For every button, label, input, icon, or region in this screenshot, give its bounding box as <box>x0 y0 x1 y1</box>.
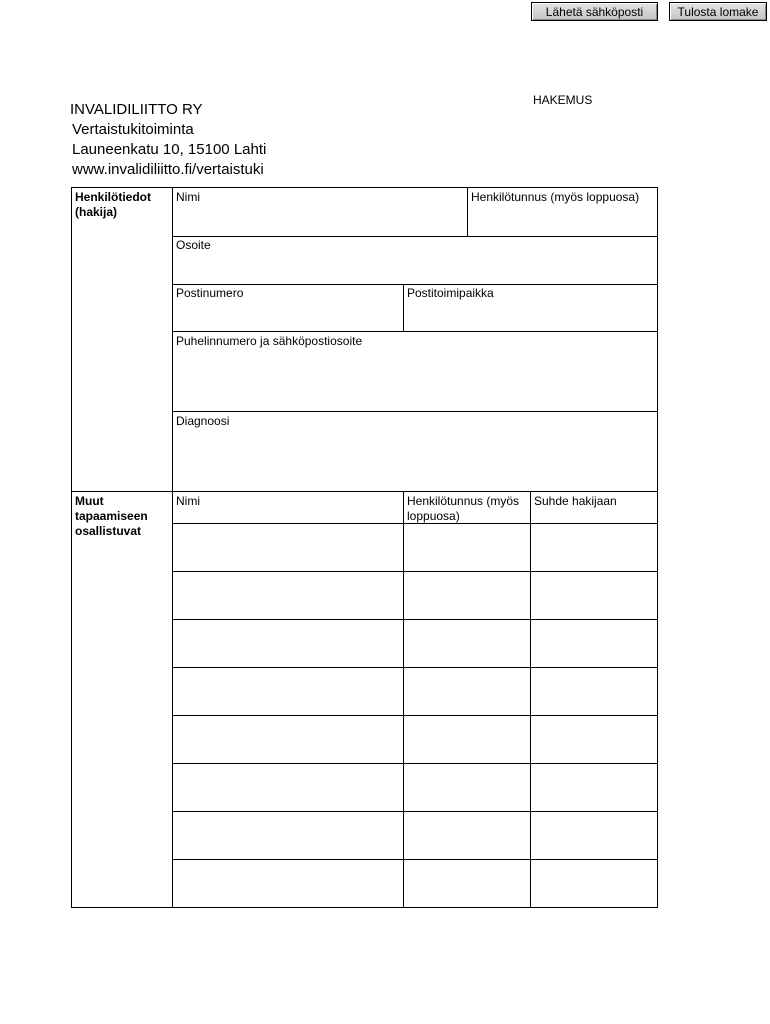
participant-ssn-field[interactable] <box>404 668 530 715</box>
participant-ssn-field[interactable] <box>404 764 530 811</box>
participant-name-field[interactable] <box>173 716 403 763</box>
participant-ssn-field[interactable] <box>404 716 530 763</box>
participant-name-field[interactable] <box>173 524 403 571</box>
participant-name-field[interactable] <box>173 620 403 667</box>
participant-ssn-field[interactable] <box>404 572 530 619</box>
participant-relation-field[interactable] <box>531 668 657 715</box>
applicant-ssn-field[interactable] <box>468 204 657 236</box>
applicant-name-field[interactable] <box>173 204 467 236</box>
participant-relation-field[interactable] <box>531 572 657 619</box>
participant-relation-field[interactable] <box>531 716 657 763</box>
postal-code-label: Postinumero <box>176 286 244 300</box>
organization-address: Launeenkatu 10, 15100 Lahti <box>72 141 267 158</box>
contact-field[interactable] <box>173 348 657 411</box>
participant-relation-field[interactable] <box>531 812 657 859</box>
participant-relation-field[interactable] <box>531 764 657 811</box>
postal-code-field[interactable] <box>173 300 403 331</box>
diagnosis-label: Diagnoosi <box>176 414 230 428</box>
participant-ssn-field[interactable] <box>404 860 530 907</box>
participant-ssn-field[interactable] <box>404 620 530 667</box>
city-field[interactable] <box>404 300 657 331</box>
document-type-label: HAKEMUS <box>533 93 593 107</box>
participant-name-field[interactable] <box>173 860 403 907</box>
address-label: Osoite <box>176 238 211 252</box>
organization-name: INVALIDILIITTO RY <box>70 101 203 118</box>
organization-website: www.invalidiliitto.fi/vertaistuki <box>72 161 264 178</box>
participant-relation-field[interactable] <box>531 524 657 571</box>
participant-ssn-field[interactable] <box>404 524 530 571</box>
participant-relation-field[interactable] <box>531 620 657 667</box>
participants-section-label: Muut tapaamiseen osallistuvat <box>75 494 148 538</box>
contact-label: Puhelinnumero ja sähköpostiosoite <box>176 334 363 348</box>
participant-name-field[interactable] <box>173 812 403 859</box>
participant-name-field[interactable] <box>173 764 403 811</box>
applicant-name-label: Nimi <box>176 190 200 204</box>
participants-col-ssn: Henkilötunnus (myös loppuosa) <box>407 494 520 523</box>
city-label: Postitoimipaikka <box>407 286 494 300</box>
participant-name-field[interactable] <box>173 668 403 715</box>
send-email-button[interactable]: Lähetä sähköposti <box>531 2 658 21</box>
organization-unit: Vertaistukitoiminta <box>72 121 194 138</box>
applicant-section-label: Henkilötiedot (hakija) <box>75 190 152 219</box>
participant-ssn-field[interactable] <box>404 812 530 859</box>
applicant-ssn-label: Henkilötunnus (myös loppuosa) <box>471 190 640 204</box>
participants-col-relation: Suhde hakijaan <box>534 494 617 508</box>
participants-col-name: Nimi <box>176 494 200 508</box>
print-form-button[interactable]: Tulosta lomake <box>669 2 767 21</box>
diagnosis-field[interactable] <box>173 428 657 491</box>
participant-relation-field[interactable] <box>531 860 657 907</box>
participant-name-field[interactable] <box>173 572 403 619</box>
address-field[interactable] <box>173 252 657 284</box>
